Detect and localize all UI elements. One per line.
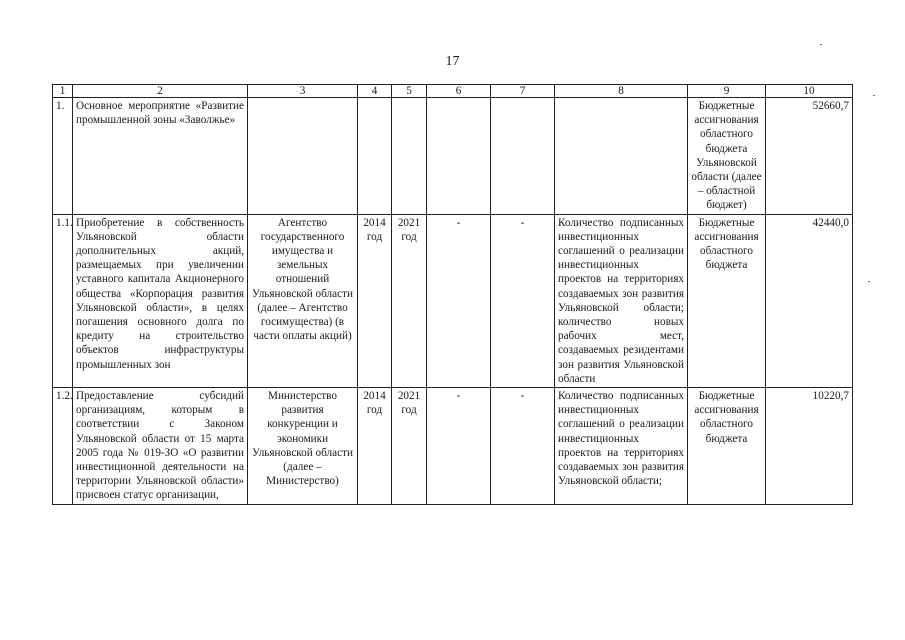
column-number: 3 [248, 85, 358, 98]
executor-cell: Министерство развития конкуренции и экономики Ульяновской области (далее – Министерство) [248, 388, 358, 505]
executor-cell [248, 98, 358, 215]
funding-source-cell: Бюджетные ассигнования областного бюджета [688, 388, 766, 505]
scan-speck [873, 95, 875, 96]
start-year-unit: год [366, 230, 383, 243]
amount-cell: 10220,7 [766, 388, 853, 505]
column-number: 4 [358, 85, 392, 98]
column-7-cell: - [491, 214, 555, 387]
row-number: 1.2. [53, 388, 73, 505]
end-year: 2021 [397, 390, 421, 403]
indicator-cell [555, 98, 688, 215]
column-number: 8 [555, 85, 688, 98]
funding-source-cell: Бюджетные ассигнования областного бюджета Ульяновской области (далее – областной бюджет) [688, 98, 766, 215]
indicator-cell: Количество подписанных инвестиционных соглашений о реализации инвестиционных проектов на территориях создаваемых зон развития Ульяновской области; количество новых рабочих мест, создаваемых резидентами зон развития Ульяновской области [555, 214, 688, 387]
scan-speck [820, 44, 822, 45]
end-year-cell [392, 98, 427, 215]
end-year: 2021 [397, 216, 421, 229]
page-number: 17 [445, 54, 460, 69]
measure-description: Предоставление субсидий организациям, которым в соответствии с Законом Ульяновской области от 15 марта 2005 года № 019-ЗО «О развитии инвестиционной деятельности на территории Ульяновской области» присвоен статус организации, [73, 388, 248, 505]
end-year-cell [392, 388, 427, 505]
table-row [53, 214, 853, 387]
column-number: 7 [491, 85, 555, 98]
start-year-cell [358, 214, 392, 387]
column-6-cell: - [427, 388, 491, 505]
table-row [53, 98, 853, 215]
column-number: 10 [766, 85, 853, 98]
executor-cell: Агентство государственного имущества и земельных отношений Ульяновской области (далее – Агентство госимущества) (в части оплаты акций) [248, 214, 358, 387]
indicator-cell: Количество подписанных инвестиционных соглашений о реализации инвестиционных проектов на территориях создаваемых зон развития Ульяновской области; [555, 388, 688, 505]
start-year: 2014 [363, 216, 386, 229]
measure-description: Основное мероприятие «Развитие промышленной зоны «Заволжье» [73, 98, 248, 215]
start-year-unit: год [366, 404, 383, 417]
column-7-cell [491, 98, 555, 215]
column-6-cell: - [427, 214, 491, 387]
measures-table [52, 84, 853, 505]
row-number: 1. [53, 98, 73, 215]
end-year-cell [392, 214, 427, 387]
amount-cell: 52660,7 [766, 98, 853, 215]
column-number: 6 [427, 85, 491, 98]
funding-source-cell: Бюджетные ассигнования областного бюджета [688, 214, 766, 387]
end-year-unit: год [401, 404, 417, 417]
column-numbers-row [53, 85, 853, 98]
column-number: 2 [73, 85, 248, 98]
scan-speck [868, 281, 870, 282]
column-number: 5 [392, 85, 427, 98]
start-year-cell [358, 388, 392, 505]
table-row [53, 388, 853, 505]
start-year-cell [358, 98, 392, 215]
row-number: 1.1. [53, 214, 73, 387]
amount-cell: 42440,0 [766, 214, 853, 387]
column-7-cell: - [491, 388, 555, 505]
start-year: 2014 [363, 390, 386, 403]
column-number: 1 [53, 85, 73, 98]
end-year-unit: год [401, 230, 417, 243]
column-number: 9 [688, 85, 766, 98]
column-6-cell [427, 98, 491, 215]
measure-description: Приобретение в собственность Ульяновской области дополнительных акций, размещаемых при увеличении уставного капитала Акционерного общества «Корпорация развития Ульяновской области», в целях погашения основного долга по кредиту на строительство объектов инфраструктуры промышленных зон [73, 214, 248, 387]
